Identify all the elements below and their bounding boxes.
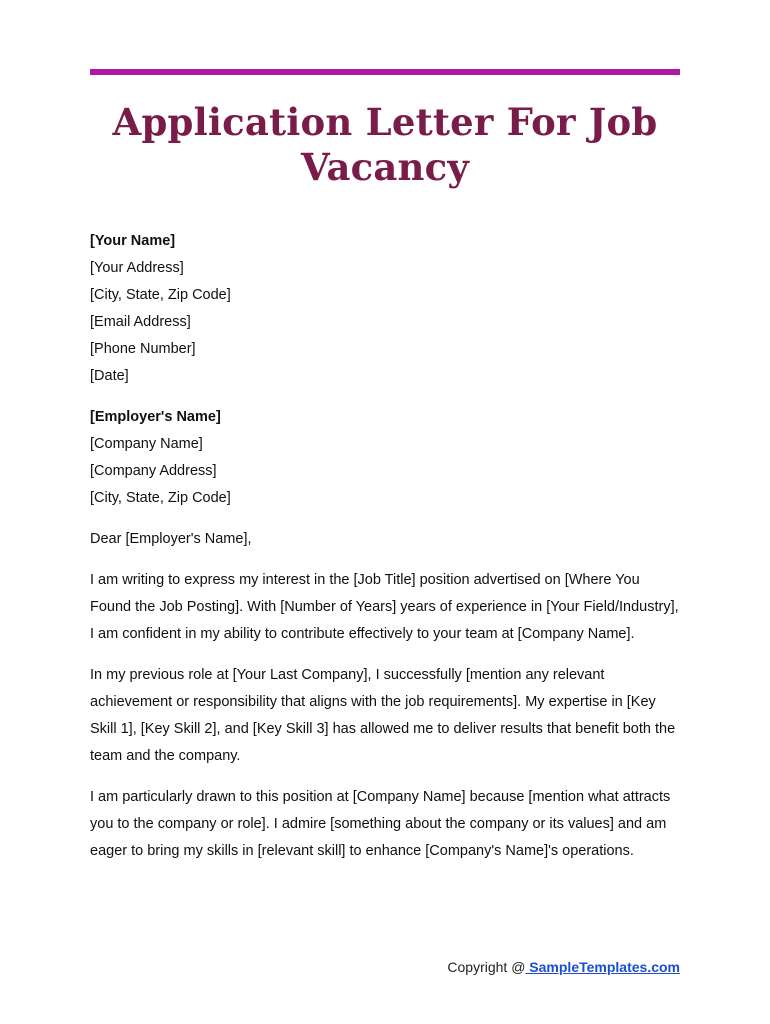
document-title: Application Letter For Job Vacancy [112, 100, 658, 189]
salutation: Dear [Employer's Name], [90, 531, 252, 547]
sender-name: [Your Name] [90, 233, 176, 249]
sampletemplates-link[interactable]: SampleTemplates.com [525, 959, 680, 975]
sender-phone: [Phone Number] [90, 341, 196, 357]
body-paragraph-3: I am particularly drawn to this position at [Company Name] because [mention what attracts you to the company or role]. I admire [something about the company or its values] and am eager to bring my skills in [relevant skill] to enhance [Company's Name]'s operations. [90, 789, 671, 859]
recipient-name: [Employer's Name] [90, 409, 221, 425]
letter-body [90, 228, 680, 879]
sender-block [90, 228, 680, 390]
top-accent-rule [90, 69, 680, 75]
copyright-footer [447, 959, 680, 975]
letter-date: [Date] [90, 368, 129, 384]
copyright-text: Copyright @ [447, 959, 526, 975]
sender-email: [Email Address] [90, 314, 191, 330]
recipient-block [90, 404, 680, 512]
recipient-company: [Company Name] [90, 436, 203, 452]
sender-address: [Your Address] [90, 260, 184, 276]
body-paragraph-2: In my previous role at [Your Last Company], I successfully [mention any relevant achievement or responsibility that aligns with the job requirements]. My expertise in [Key Skill 1], [Key Skill 2], and [Key Skill 3] has allowed me to deliver results that benefit both the team and the company. [90, 667, 676, 764]
recipient-city-state-zip: [City, State, Zip Code] [90, 490, 231, 506]
body-paragraph-1: I am writing to express my interest in the [Job Title] position advertised on [Where You Found the Job Posting]. With [Number of Years] years of experience in [Your Field/Industry], I am confident in my ability to contribute effectively to your team at [Company Name]. [90, 572, 679, 642]
sender-city-state-zip: [City, State, Zip Code] [90, 287, 231, 303]
recipient-address: [Company Address] [90, 463, 217, 479]
